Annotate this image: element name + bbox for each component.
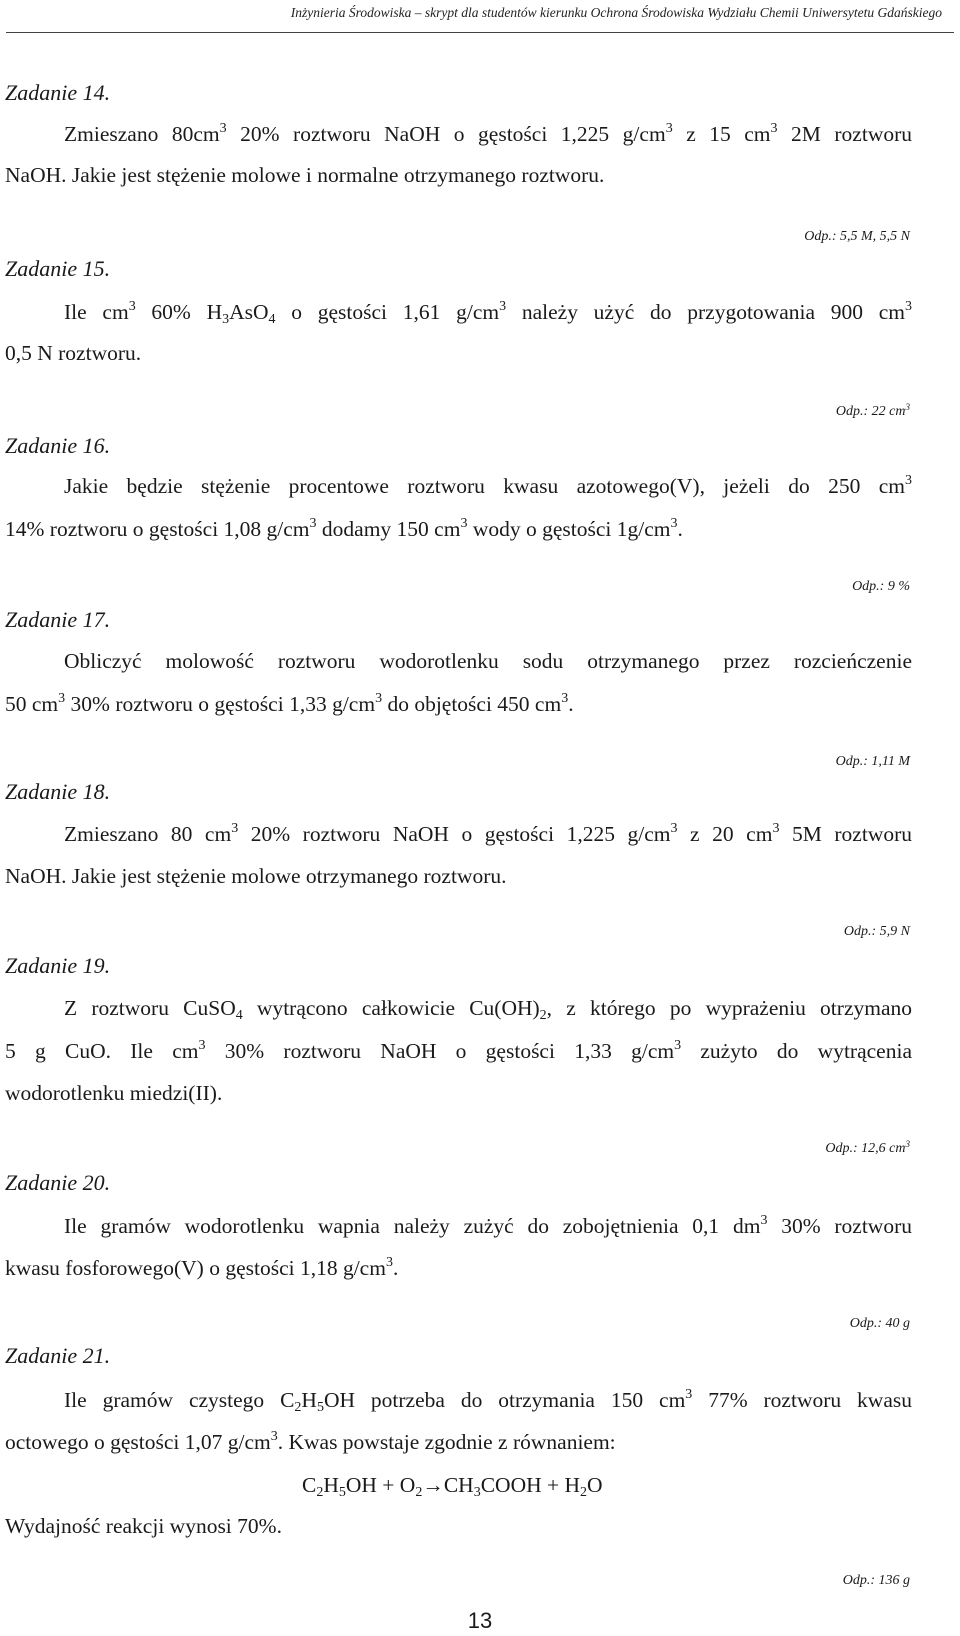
task-text-line: 5 g CuO. Ile $cm^3$ 30% roztworu NaOH o gęstości 1,33 $g/cm^3$ zużyto do wytrącenia bbox=[5, 1038, 912, 1063]
answer: Odp.: 5,5 M, 5,5 N bbox=[804, 229, 910, 244]
answer: Odp.: 12,6 $cm^3$ bbox=[825, 1139, 910, 1156]
answer: Odp.: 136 g bbox=[842, 1573, 910, 1588]
task-text-line: Z roztworu CuSO$_4$ wytrącono całkowicie $Cu(OH)_2$, z którego po wyprażeniu otrzymano bbox=[64, 996, 912, 1023]
answer: Odp.: 1,11 M bbox=[835, 754, 910, 769]
answer: Odp.: 5,9 N bbox=[843, 924, 910, 939]
task-text-line: Zmieszano 80 $cm^3$ 20% roztworu NaOH o gęstości 1,225 $g/cm^3$ z 20 $cm^3$ 5M roztworu bbox=[64, 821, 912, 846]
task-text-line: Ile gramów czystego $C_2H_5OH$ potrzeba do otrzymania 150 $cm^3$ 77% roztworu kwasu bbox=[64, 1387, 912, 1415]
answer: Odp.: 22 $cm^3$ bbox=[835, 402, 910, 419]
task-text-line: NaOH. Jakie jest stężenie molowe i normalne otrzymanego roztworu. bbox=[5, 163, 605, 187]
task-text-line: octowego o gęstości 1,07 $g/cm^3$. Kwas powstaje zgodnie z równaniem: bbox=[5, 1429, 616, 1454]
task-text-line: Ile gramów wodorotlenku wapnia należy zużyć do zobojętnienia 0,1 $dm^3$ 30% roztworu bbox=[64, 1213, 912, 1238]
task-title: Zadanie 21. bbox=[5, 1343, 111, 1368]
task-title: Zadanie 15. bbox=[5, 256, 111, 281]
task-title: Zadanie 17. bbox=[5, 607, 111, 632]
task-title: Zadanie 16. bbox=[5, 433, 111, 458]
task-text-line: 0,5 N roztworu. bbox=[5, 341, 142, 365]
task-text-line: NaOH. Jakie jest stężenie molowe otrzymanego roztworu. bbox=[5, 864, 507, 888]
task-text-line: 50 $cm^3$ 30% roztworu o gęstości 1,33 $g/cm^3$ do objętości 450 $cm^3$. bbox=[5, 691, 574, 716]
task-text-line: 14% roztworu o gęstości 1,08 $g/cm^3$ dodamy 150 $cm^3$ wody o gęstości $1g/cm^3$. bbox=[5, 516, 683, 541]
answer: Odp.: 40 g bbox=[849, 1316, 910, 1331]
task-title: Zadanie 18. bbox=[5, 779, 111, 804]
task-text-line: Jakie będzie stężenie procentowe roztworu kwasu azotowego(V), jeżeli do 250 $cm^3$ bbox=[64, 473, 912, 498]
task-text-line: Zmieszano $80cm^3$ 20% roztworu NaOH o gęstości 1,225 $g/cm^3$ z 15 $cm^3$ 2M roztworu bbox=[64, 121, 912, 146]
header-rule bbox=[6, 32, 954, 33]
chemical-equation: $C_2H_5OH$ + $O_2\to CH_3COOH + H_2O$ bbox=[302, 1473, 603, 1500]
task-title: Zadanie 19. bbox=[5, 953, 111, 978]
task-text-line: Obliczyć molowość roztworu wodorotlenku sodu otrzymanego przez rozcieńczenie bbox=[64, 649, 912, 673]
task-title: Zadanie 20. bbox=[5, 1170, 111, 1195]
running-header: Inżynieria Środowiska – skrypt dla studentów kierunku Ochrona Środowiska Wydziału Chemii Uniwersytetu Gdańskiego bbox=[290, 5, 942, 20]
page-number: 13 bbox=[467, 1608, 493, 1633]
task-text-line: wodorotlenku miedzi(II). bbox=[5, 1081, 223, 1105]
task-text-line: kwasu fosforowego(V) o gęstości 1,18 $g/cm^3$. bbox=[5, 1255, 399, 1280]
task-text-line: Wydajność reakcji wynosi 70%. bbox=[5, 1514, 282, 1538]
task-title: Zadanie 14. bbox=[5, 80, 111, 105]
task-text-line: Ile $cm^3$ 60% $H_3AsO_4$ o gęstości 1,61 $g/cm^3$ należy użyć do przygotowania 900 $cm^3$ bbox=[64, 299, 912, 327]
answer: Odp.: 9 % bbox=[852, 579, 910, 594]
